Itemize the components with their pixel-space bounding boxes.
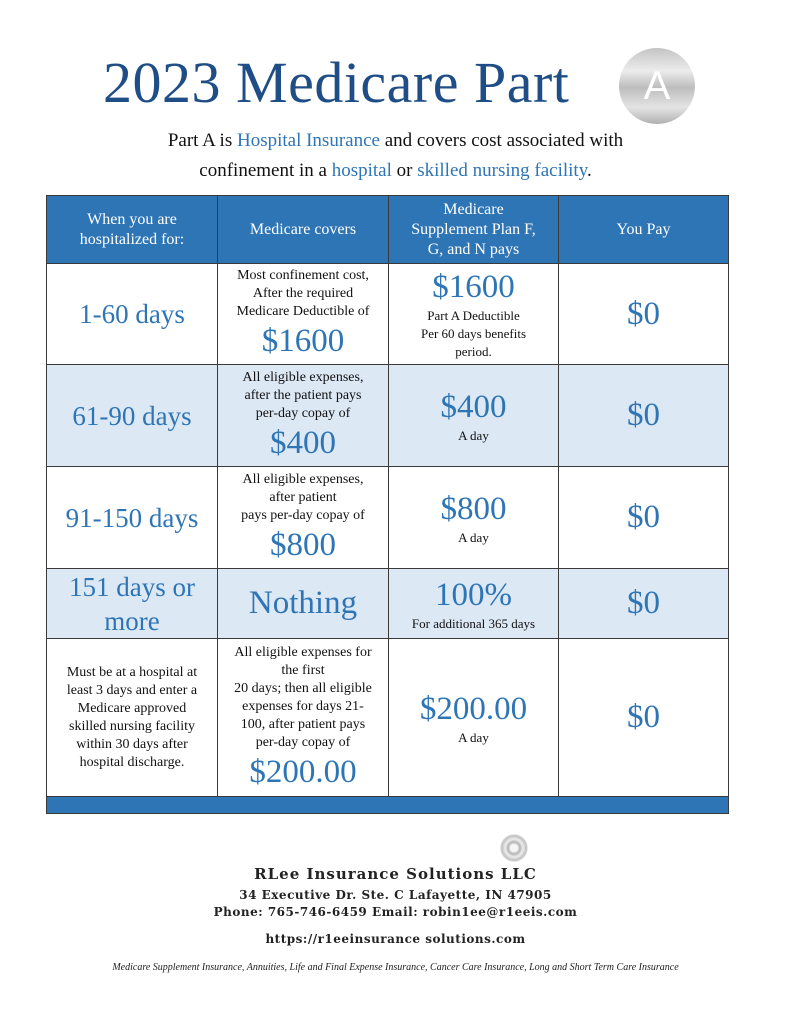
header-text: G, and N pays	[427, 240, 520, 258]
cell-text: Medicare approved	[77, 700, 187, 716]
header-text: Medicare	[443, 200, 504, 218]
table-row	[47, 639, 729, 797]
header-supplement-pays	[389, 196, 559, 264]
cell-text: period.	[455, 344, 492, 359]
supplement-pays-cell	[389, 365, 559, 467]
supplement-pays-cell	[389, 569, 559, 639]
cell-amount: 100%	[435, 576, 512, 613]
table-footer-bar	[47, 797, 729, 814]
cell-amount: $800	[270, 526, 336, 563]
period-cell: 61-90 days	[47, 365, 218, 467]
supplement-pays-cell	[389, 639, 559, 797]
cell-amount: $200.00	[249, 753, 357, 790]
period-cell	[47, 639, 218, 797]
cell-text: For additional 365 days	[411, 615, 536, 631]
you-pay-cell: $0	[559, 264, 729, 365]
period-cell	[47, 569, 218, 639]
table-row	[47, 569, 729, 639]
page-title: 2023 Medicare Part	[103, 50, 570, 115]
cell-text: Most confinement cost,	[237, 268, 369, 283]
hospital-highlight: hospital	[331, 160, 392, 181]
intro-text-part: or	[391, 160, 418, 181]
intro-text	[0, 126, 791, 186]
company-contact: Phone: 765-746-6459 Email: robin1ee@r1eeis.com	[213, 905, 578, 919]
cell-amount: $1600	[432, 269, 515, 305]
you-pay-cell: $0	[559, 467, 729, 569]
medicare-covers-cell	[218, 639, 389, 797]
snf-highlight: skilled nursing facility	[417, 160, 587, 181]
company-address: 34 Executive Dr. Ste. C Lafayette, IN 47905	[239, 888, 552, 902]
cell-text: expenses for days 21-	[242, 698, 364, 714]
period-cell: 1-60 days	[47, 264, 218, 365]
table-footer-cell	[47, 797, 729, 814]
cell-text: All eligible expenses,	[242, 471, 364, 487]
services-tagline: Medicare Supplement Insurance, Annuities, Life and Final Expense Insurance, Cancer Care Insurance, Long and Short Term Care Insurance	[112, 962, 679, 973]
medicare-covers-cell	[218, 365, 389, 467]
medicare-covers-cell	[218, 264, 389, 365]
cell-text: Medicare Deductible of	[236, 304, 370, 319]
cell-text: per-day copay of	[255, 405, 351, 421]
table-row	[47, 264, 729, 365]
cell-text: All eligible expenses for	[234, 644, 372, 660]
supplement-pays-cell	[389, 467, 559, 569]
medicare-covers-cell: Nothing	[218, 569, 389, 639]
table-row	[47, 365, 729, 467]
header-medicare-covers: Medicare covers	[218, 196, 389, 264]
cell-text: the first	[281, 662, 325, 678]
intro-text-part: Part A is	[167, 130, 237, 151]
intro-line-1	[0, 126, 791, 156]
sunburst-icon	[499, 833, 529, 863]
header-hospitalized-for	[47, 196, 218, 264]
cell-text: pays per-day copay of	[241, 507, 365, 523]
cell-text: 100, after patient pays	[240, 716, 366, 732]
cell-text: 20 days; then all eligible	[234, 680, 372, 696]
hospital-insurance-highlight: Hospital Insurance	[236, 130, 380, 151]
cell-text: All eligible expenses,	[242, 369, 364, 385]
you-pay-cell: $0	[559, 639, 729, 797]
header-you-pay: You Pay	[559, 196, 729, 264]
medicare-covers-cell	[218, 467, 389, 569]
header-text: Supplement Plan F,	[411, 220, 536, 238]
cell-text: A day	[458, 529, 489, 545]
cell-amount: $400	[270, 424, 336, 461]
cell-text: skilled nursing facility	[69, 718, 195, 734]
cell-amount: $200.00	[419, 690, 528, 727]
cell-text: after the patient pays	[244, 387, 362, 403]
cell-text: 151 days or	[69, 571, 195, 602]
badge-letter: A	[643, 64, 671, 108]
company-website[interactable]: https://r1eeinsurance solutions.com	[265, 932, 526, 946]
cell-text: least 3 days and enter a	[66, 682, 198, 698]
cell-text: Must be at a hospital at	[66, 664, 198, 680]
cell-text: A day	[458, 729, 489, 745]
cell-text: A day	[458, 427, 489, 443]
header-text: hospitalized for:	[79, 230, 185, 248]
cell-amount: $800	[440, 490, 507, 527]
period-cell: 91-150 days	[47, 467, 218, 569]
intro-text-part: .	[586, 160, 592, 181]
cell-text: Per 60 days benefits	[420, 326, 527, 341]
cell-amount: $400	[440, 388, 507, 425]
supplement-pays-cell	[389, 264, 559, 365]
you-pay-cell: $0	[559, 365, 729, 467]
company-name: RLee Insurance Solutions LLC	[254, 865, 537, 883]
cell-text: after patient	[269, 489, 337, 505]
table-row	[47, 467, 729, 569]
you-pay-cell: $0	[559, 569, 729, 639]
cell-text: within 30 days after	[76, 736, 188, 752]
intro-text-part: confinement in a	[199, 160, 332, 181]
cell-text: per-day copay of	[255, 734, 351, 750]
part-a-badge-icon	[619, 48, 695, 124]
cell-amount: $1600	[261, 323, 345, 359]
intro-line-2	[0, 156, 791, 186]
table-header-row	[47, 196, 729, 264]
cell-text: Part A Deductible	[427, 308, 520, 323]
header-text: When you are	[87, 210, 177, 228]
cell-text: hospital discharge.	[79, 754, 185, 770]
coverage-table	[46, 195, 729, 814]
intro-text-part: and covers cost associated with	[379, 130, 624, 151]
cell-text: more	[104, 605, 160, 636]
title-block	[0, 48, 791, 128]
cell-text: After the required	[252, 286, 354, 301]
